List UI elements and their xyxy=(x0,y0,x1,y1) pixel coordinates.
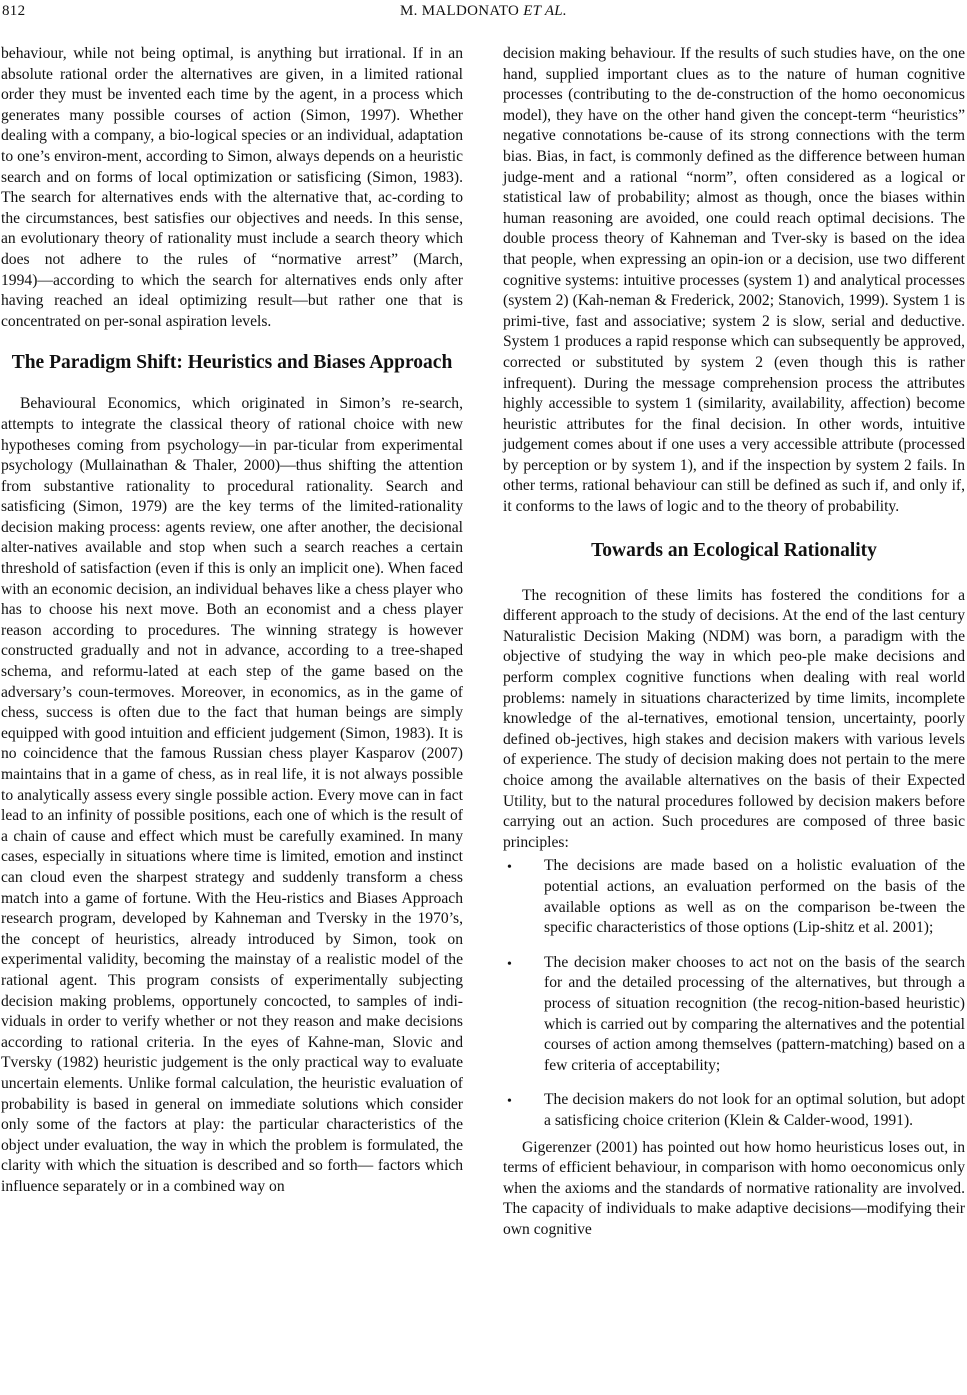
section-heading-ecological-rationality: Towards an Ecological Rationality xyxy=(591,539,877,561)
paragraph-recognition-of-limits: The recognition of these limits has fostered the conditions for a different approach to the study of decisions. At the end of the last century Naturalistic Decision Making (NDM) was born, a paradigm with the objective of studying the way in which peo-ple make decisions and perform complex cognitive functions when dealing with real world problems: namely in situations characterized by time limits, incomplete knowledge of the al-ternatives, emotional tension, uncertainty, poorly defined ob-jectives, high stakes and decision makers with various levels of experience. The study of decision making does not pertain to the mere choice among the available alternatives on the basis of their Expected Utility, but to the natural procedures followed by decision makers before carrying out an action. Such procedures are composed of three basic principles: xyxy=(503,586,965,851)
list-item xyxy=(503,1090,965,1131)
left-column xyxy=(1,44,463,1197)
list-item-text: The decisions are made based on a holistic evaluation of the potential actions, an evaluation performed on the basis of the available options as well as on the comparison be-tween the specific characteristics of those options (Lip-shitz et al. 2001); xyxy=(544,857,965,937)
paragraph-gigerenzer: Gigerenzer (2001) has pointed out how homo heuristicus loses out, in terms of efficient behaviour, in comparison with homo oeconomicus only when the axioms and the standards of normative rationality are involved. The capacity of individuals to make adaptive decisions―modifying their own cognitive xyxy=(503,1138,965,1238)
paragraph-behavioural-economics: Behavioural Economics, which originated in Simon’s re-search, attempts to integrate the classical theory of rational choice with new hypotheses coming from psychology―in par-ticular from experimental psychology (Mullainathan & Thaler, 2000)―thus shifting the attention from substantive rationality to procedural rationality. Search and satisficing (Simon, 1979) are the key terms of the limited-rationality decision making process: agents review, one after another, the decisional alter-natives available and stop when such a search reaches a certain threshold of satisfaction (even if this is only an implicit one). When faced with an economic decision, an individual behaves like a chess player who has to choose his next move. Both an economist and a chess player reason according to procedures. The winning strategy is however constructed gradually and not in advance, according to a tree-shaped schema, and reformu-lated at each step of the game based on the adversary’s coun-termoves. Moreover, in economics, as in the game of chess, success is often due to the fact that human beings are simply equipped with good intuition and efficient judgement (Simon, 1983). It is no coincidence that the famous Russian chess player Kasparov (2007) maintains that in a game of chess, as in real life, it is not always possible to analytically assess every single possible action. Every move can in fact lead to an infinity of possible positions, each one of which is the result of a chain of cause and effect which must be carefully examined. In many cases, especially in situations where time is limited, emotion and instinct can cloud even the sharpest strategy and suddenly transform a chess match into a game of fortune. With the Heu-ristics and Biases Approach research program, developed by Kahneman and Tversky in the 1970’s, the concept of heuristics, already introduced by Simon, took on experimental validity, becoming the mainstay of a realistic model of the rational agent. This program consists of experimentally subjecting decision making problems, opportunely concocted, to samples of indi-viduals in order to verify whether or not they reason and make decisions according to rational criteria. In the eyes of Kahne-man, Slovic and Tversky (1982) heuristic judgement is the only practical way to evaluate uncertain elements. Unlike formal calculation, the heuristic evaluation of probability is based in general on immediate solutions which consider only some of the factors at play: the particular characteristics of the object under evaluation, the way in which the problem is formulated, the clarity with which the situation is described and so forth― factors which influence separately or in a combined way on xyxy=(1,395,463,1195)
running-head-authors: M. MALDONATO xyxy=(399,3,520,19)
running-head xyxy=(0,1,967,21)
list-item xyxy=(503,856,965,938)
page-header xyxy=(0,0,967,26)
list-item-text: The decision maker chooses to act not on the basis of the search for and the detailed processing of the alternatives, but through a process of situation recognition (the recog-nition-based heuristic) which is carried out by comparing the alternatives and the potential courses of action among themselves (pattern-matching) based on a few criteria of acceptability; xyxy=(544,953,965,1074)
paragraph-decision-behaviour: decision making behaviour. If the results of such studies have, on the one hand, supplied important clues as to the nature of human cognitive processes (contributing to the de-construction of the homo oeconomicus model), they have on the other hand given the concept-term “heuristics” negative connotations be-cause of its strong connections with the term bias. Bias, in fact, is commonly defined as the difference between human judge-ment and a rational “norm”, often considered as a logical or statistical law of probability; almost as though, once the biases within human reasoning are avoided, one could reach optimal decisions. The double process theory of Kahneman and Tver-sky is based on the idea that people, when expressing an opin-ion or a decision, use two different cognitive systems: intuitive processes (system 1) and analytical processes (system 2) (Kah-neman & Frederick, 2002; Stanovich, 1999). System 1 is primi-tive, fast and associative; system 2 is slow, serial and deductive. System 1 produces a rapid response which can subsequently be approved, corrected or substituted by system 2 (even though this is rather infrequent). During the message comprehension process the attributes highly accessible to system 1 (similarity, availability, affection) become heuristic attributes for the final decision. In other words, intuitive judgement comes about if one uses a very accessible attribute (processed by perception or by system 1), and if the inspection by system 2 fails. In other terms, rational behaviour can still be defined as such if, and only if, it conforms to the laws of logic and to the theory of probability. xyxy=(503,45,965,516)
list-item xyxy=(503,953,965,1077)
right-column xyxy=(503,44,965,1240)
page-number: 812 xyxy=(2,3,26,19)
principles-list xyxy=(503,856,965,1131)
paragraph-intro: behaviour, while not being optimal, is anything but irrational. If in an absolute rational order the alternatives are given, in a limited rational order they must be invented each time by the agent, in a process which generates many possible courses of action (Simon, 1997). Whether dealing with a company, a bio-logical species or an individual, adaptation to one’s environ-ment, according to Simon, always depends on a heuristic search and on forms of local optimization or satisficing (Simon, 1983). The search for alternatives ends with the alternative that, ac-cording to the circumstances, best satisfies our objectives and needs. In this sense, an evolutionary theory of rationality must include a search theory which does not adhere to the rules of “normative arrest” (March, 1994)―according to which the search for alternatives ends only after having reached an ideal optimizing result―but rather one that is concentrated on per-sonal aspiration levels. xyxy=(1,45,463,330)
list-item-text: The decision makers do not look for an optimal solution, but adopt a satisficing choice criterion (Klein & Calder-wood, 1991). xyxy=(544,1091,965,1129)
bullet-icon: • xyxy=(507,860,512,876)
bullet-icon: • xyxy=(507,1094,512,1110)
running-head-et-al: ET AL. xyxy=(523,3,567,19)
section-heading-paradigm-shift: The Paradigm Shift: Heuristics and Biases Approach xyxy=(11,352,453,374)
bullet-icon: • xyxy=(507,956,512,972)
